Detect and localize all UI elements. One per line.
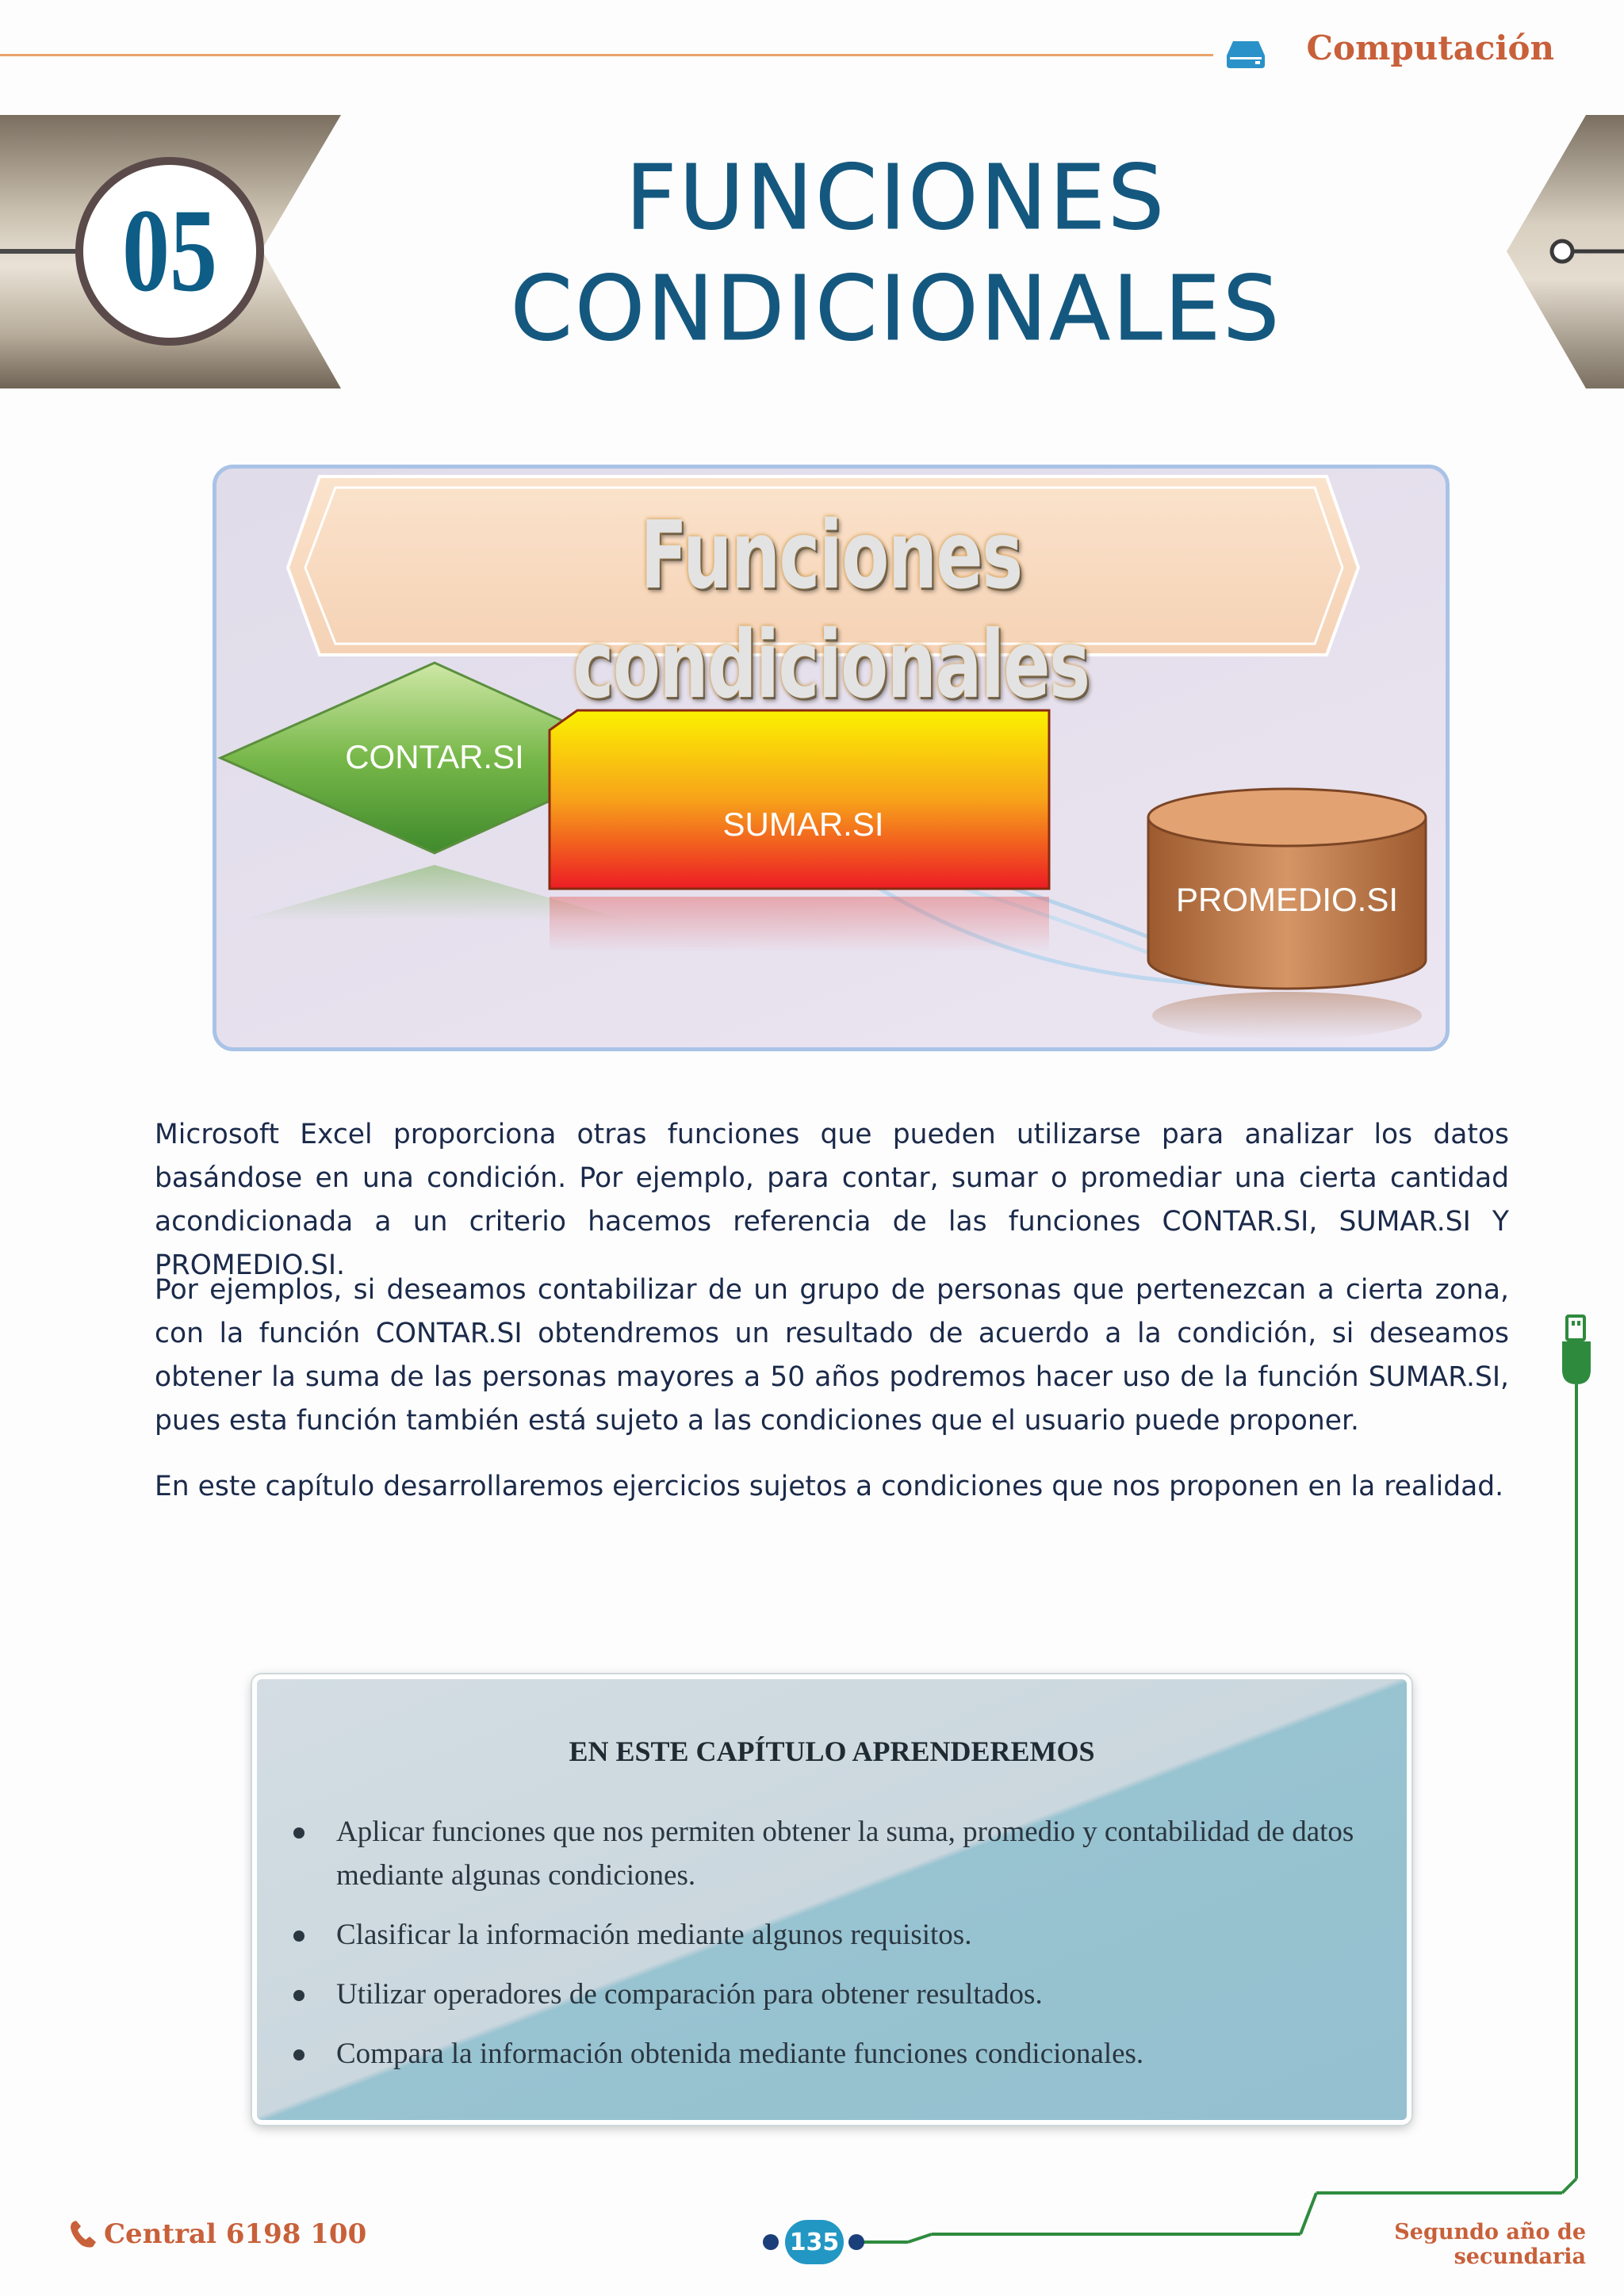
diagram-title: Funciones condicionales (573, 500, 1090, 719)
subject-title: Computación (1306, 29, 1554, 67)
usb-icon (1567, 1316, 1584, 1340)
page-number: 135 (785, 2220, 844, 2264)
learning-item: Aplicar funciones que nos permiten obtener la suma, promedio y contabilidad de datos mediante algunas condiciones. (287, 1810, 1373, 1897)
diagram-shape-sumar-si: SUMAR.SI (722, 806, 884, 843)
intro-paragraph-3: En este capítulo desarrollaremos ejercicios sujetos a condiciones que nos proponen en la realidad. (155, 1471, 1504, 1502)
learning-item: Utilizar operadores de comparación para obtener resultados. (287, 1973, 1373, 2016)
chapter-number: 05 (122, 185, 217, 316)
intro-paragraph-1: Microsoft Excel proporciona otras funciones que pueden utilizarse para analizar los datos basándose en una condición. Por ejemplo, para contar, sumar o promediar una cierta cantidad acondicionada a un criterio hacemos referencia de las funciones CONTAR.SI, SUMAR.SI Y PROMEDIO.SI. (155, 1119, 1509, 1281)
diagram-shape-promedio-si: PROMEDIO.SI (1175, 881, 1399, 918)
footer-phone (67, 2218, 400, 2250)
learning-item: Compara la información obtenida mediante funciones condicionales. (287, 2032, 1373, 2076)
hard-drive-icon (1225, 38, 1266, 70)
usb-circuit-decoration (0, 1300, 1624, 2296)
diagram-shape-contar-si: CONTAR.SI (345, 738, 524, 775)
chapter-banner-right (1499, 115, 1624, 392)
learning-item: Clasificar la información mediante algunos requisitos. (287, 1913, 1373, 1957)
chapter-title-line1: FUNCIONES (625, 147, 1167, 250)
chapter-title-line2: CONDICIONALES (510, 258, 1282, 361)
learning-title: EN ESTE CAPÍTULO APRENDEREMOS (569, 1735, 1095, 1767)
footer-grade: Segundo año de secundaria (1394, 2220, 1586, 2269)
intro-paragraph-2: Por ejemplos, si deseamos contabilizar de un grupo de personas que pertenezcan a cierta zona, con la función CONTAR.SI obtendremos un resultado de acuerdo a la condición, si deseamos obtener la suma de las personas mayores a 50 años podremos hacer uso de la función SUMAR.SI, pues esta función también está sujeto a las condiciones que el usuario puede proponer. (155, 1274, 1509, 1437)
phone-icon (67, 2218, 99, 2250)
functions-diagram (213, 465, 1450, 1051)
chapter-title (412, 143, 1380, 365)
header-rule (0, 54, 1213, 56)
footer-phone-text: Central 6198 100 (104, 2218, 367, 2250)
